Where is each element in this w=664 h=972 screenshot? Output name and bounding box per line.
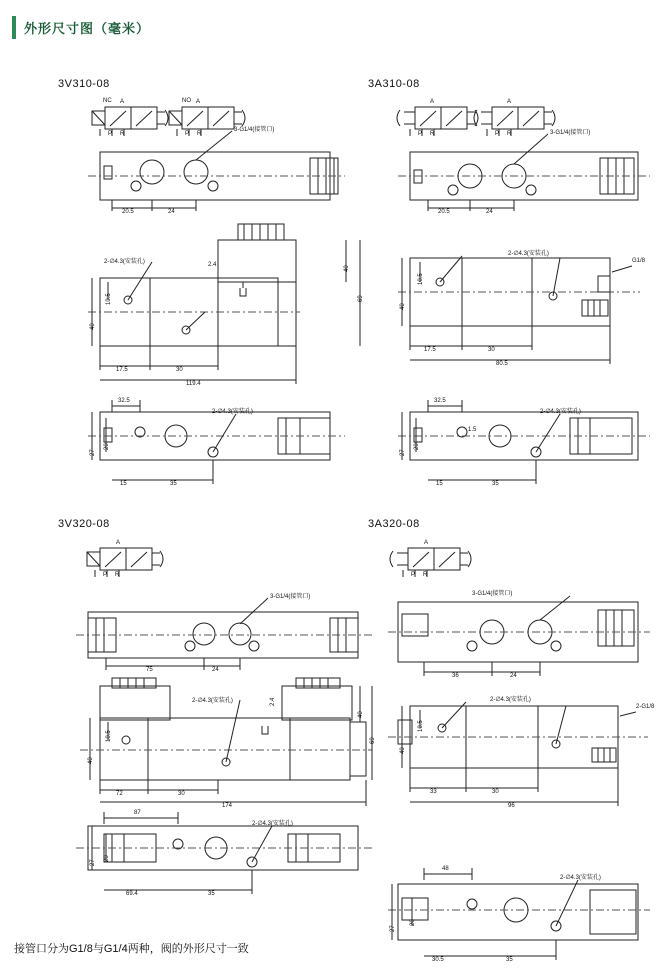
footer-note: 接管口分为G1/8与G1/4两种，阀的外形尺寸一致 <box>14 943 249 955</box>
symbol-label-r-3a320: R <box>423 572 428 578</box>
dim-3a310-bottom-20: 20 <box>414 443 420 450</box>
section-title-3a310: 3A310-08 <box>368 78 420 90</box>
dim-3v310-front-40b: 40 <box>344 265 350 272</box>
dim-3v310-front-1194: 119.4 <box>186 381 201 387</box>
section-title-3a320: 3A320-08 <box>368 518 420 530</box>
symbol-label-a-3a320: A <box>424 540 429 546</box>
dim-3v320-bottom-27: 27 <box>90 859 96 866</box>
symbol-label-r-3v310-no: R <box>197 131 202 137</box>
symbol-label-p-3a320: P <box>411 572 416 578</box>
dim-3v320-front-69: 69 <box>370 737 376 744</box>
callout-g18-3a310: G1/8 <box>632 258 646 264</box>
symbol-label-p-3a310-2: P <box>495 131 500 137</box>
symbol-label-a-3v320: A <box>116 540 121 546</box>
dim-3v320-front-40b: 40 <box>358 711 364 718</box>
dim-3a310-front-175: 17.5 <box>424 347 436 353</box>
callout-hole-3v320-bottom: 2-∅4.3(安装孔) <box>252 821 293 827</box>
dim-3v310-front-30: 30 <box>176 367 183 373</box>
dim-3a310-top-24: 24 <box>486 209 493 215</box>
dim-3v320-front-30: 30 <box>178 791 185 797</box>
dim-3a320-front-30: 30 <box>492 789 499 795</box>
callout-hole-3a320-bottom: 2-∅4.3(安装孔) <box>560 875 601 881</box>
dim-3a320-bottom-20: 20 <box>410 919 416 926</box>
symbol-label-p-3v310-nc: P <box>108 131 113 137</box>
dim-3a310-top-205: 20.5 <box>438 209 450 215</box>
callout-port-3v320: 3-G1/4(接管口) <box>270 594 311 600</box>
dim-3v320-front-40: 40 <box>88 757 94 764</box>
callout-hole-3v310-bottom: 2-∅4.3(安装孔) <box>212 409 253 415</box>
dim-3a320-bottom-48: 48 <box>442 866 449 872</box>
dim-3a320-front-40: 40 <box>400 747 406 754</box>
dim-3a310-front-105: 10.5 <box>418 273 424 285</box>
dim-3a310-front-40: 40 <box>400 303 406 310</box>
dim-3v320-front-105: 10.5 <box>106 730 112 742</box>
callout-port-3a320: 3-G1/4(接管口) <box>472 591 513 597</box>
callout-hole-3a320-front: 2-∅4.3(安装孔) <box>490 697 531 703</box>
dim-3v310-front-24: 2.4 <box>208 262 217 268</box>
dim-3v320-top-24: 24 <box>212 667 219 673</box>
dim-3v320-front-24: 2.4 <box>270 697 276 706</box>
dim-3a310-bottom-35: 35 <box>492 481 499 487</box>
dim-3a320-front-105: 10.5 <box>418 720 424 732</box>
symbol-label-a-3a310-1: A <box>430 99 435 105</box>
symbol-label-a-3v310-no: A <box>196 99 201 105</box>
symbol-label-r-3a310-1: R <box>430 131 435 137</box>
symbol-label-r-3v320: R <box>115 572 120 578</box>
dim-3v310-front-105: 10.5 <box>106 293 112 305</box>
dim-3a320-bottom-35: 35 <box>506 957 513 963</box>
dim-3v320-front-174: 174 <box>222 803 233 809</box>
symbol-label-a-3v310-nc: A <box>120 99 125 105</box>
page-title: 外形尺寸图（毫米） <box>12 16 158 39</box>
dim-3a320-front-96: 96 <box>508 803 515 809</box>
dim-3v310-top-205: 20.5 <box>122 209 134 215</box>
symbol-label-a-3a310-2: A <box>507 99 512 105</box>
dim-3a310-bottom-15v: 1.5 <box>468 427 477 433</box>
symbol-label-r-3a310-2: R <box>507 131 512 137</box>
dim-3v310-front-175: 17.5 <box>116 367 128 373</box>
dim-3v310-bottom-20: 20 <box>104 443 110 450</box>
callout-hole-3v320-front: 2-∅4.3(安装孔) <box>192 698 233 704</box>
dim-3a310-bottom-15: 15 <box>436 481 443 487</box>
dim-3v310-bottom-35: 35 <box>170 481 177 487</box>
dim-3v310-front-40: 40 <box>90 323 96 330</box>
dim-3a320-top-36: 36 <box>452 673 459 679</box>
callout-hole-3a310-bottom: 2-∅4.3(安装孔) <box>540 409 581 415</box>
dim-3v310-front-69: 69 <box>358 295 364 302</box>
dim-3a320-front-33: 33 <box>430 789 437 795</box>
section-title-3v320: 3V320-08 <box>58 518 110 530</box>
callout-port-3a310: 3-G1/4(接管口) <box>550 130 591 136</box>
dim-3v310-bottom-325: 32.5 <box>118 398 130 404</box>
callout-g18-3a320: 2-G1/8 <box>636 704 655 710</box>
dim-3a310-bottom-27: 27 <box>400 449 406 456</box>
dim-3a310-front-30: 30 <box>488 347 495 353</box>
symbol-label-nc-3v310: NC <box>103 98 112 104</box>
symbol-label-p-3a310-1: P <box>418 131 423 137</box>
symbol-label-p-3v320: P <box>103 572 108 578</box>
dim-3v320-front-72: 72 <box>116 791 123 797</box>
dim-3v320-bottom-87: 87 <box>134 810 141 816</box>
callout-hole-3v310-front: 2-∅4.3(安装孔) <box>104 259 145 265</box>
dim-3v320-bottom-694: 69.4 <box>126 891 138 897</box>
dim-3a310-bottom-325: 32.5 <box>434 398 446 404</box>
callout-port-3v310: 3-G1/4(接管口) <box>234 127 275 133</box>
symbol-label-r-3v310-nc: R <box>120 131 125 137</box>
dim-3v320-bottom-35: 35 <box>208 891 215 897</box>
symbol-label-no-3v310: NO <box>182 98 191 104</box>
dim-3v310-bottom-15: 15 <box>120 481 127 487</box>
dim-3a320-top-24: 24 <box>510 673 517 679</box>
section-title-3v310: 3V310-08 <box>58 78 110 90</box>
callout-hole-3a310-front: 2-∅4.3(安装孔) <box>508 251 549 257</box>
dim-3v320-top-75: 75 <box>146 667 153 673</box>
dim-3a320-bottom-27: 27 <box>390 925 396 932</box>
dim-3a310-front-805: 80.5 <box>496 361 508 367</box>
dim-3a320-bottom-305: 30.5 <box>432 957 444 963</box>
symbol-label-p-3v310-no: P <box>185 131 190 137</box>
dim-3v310-bottom-27: 27 <box>90 449 96 456</box>
dim-3v310-top-24: 24 <box>168 209 175 215</box>
dim-3v320-bottom-20: 20 <box>104 855 110 862</box>
